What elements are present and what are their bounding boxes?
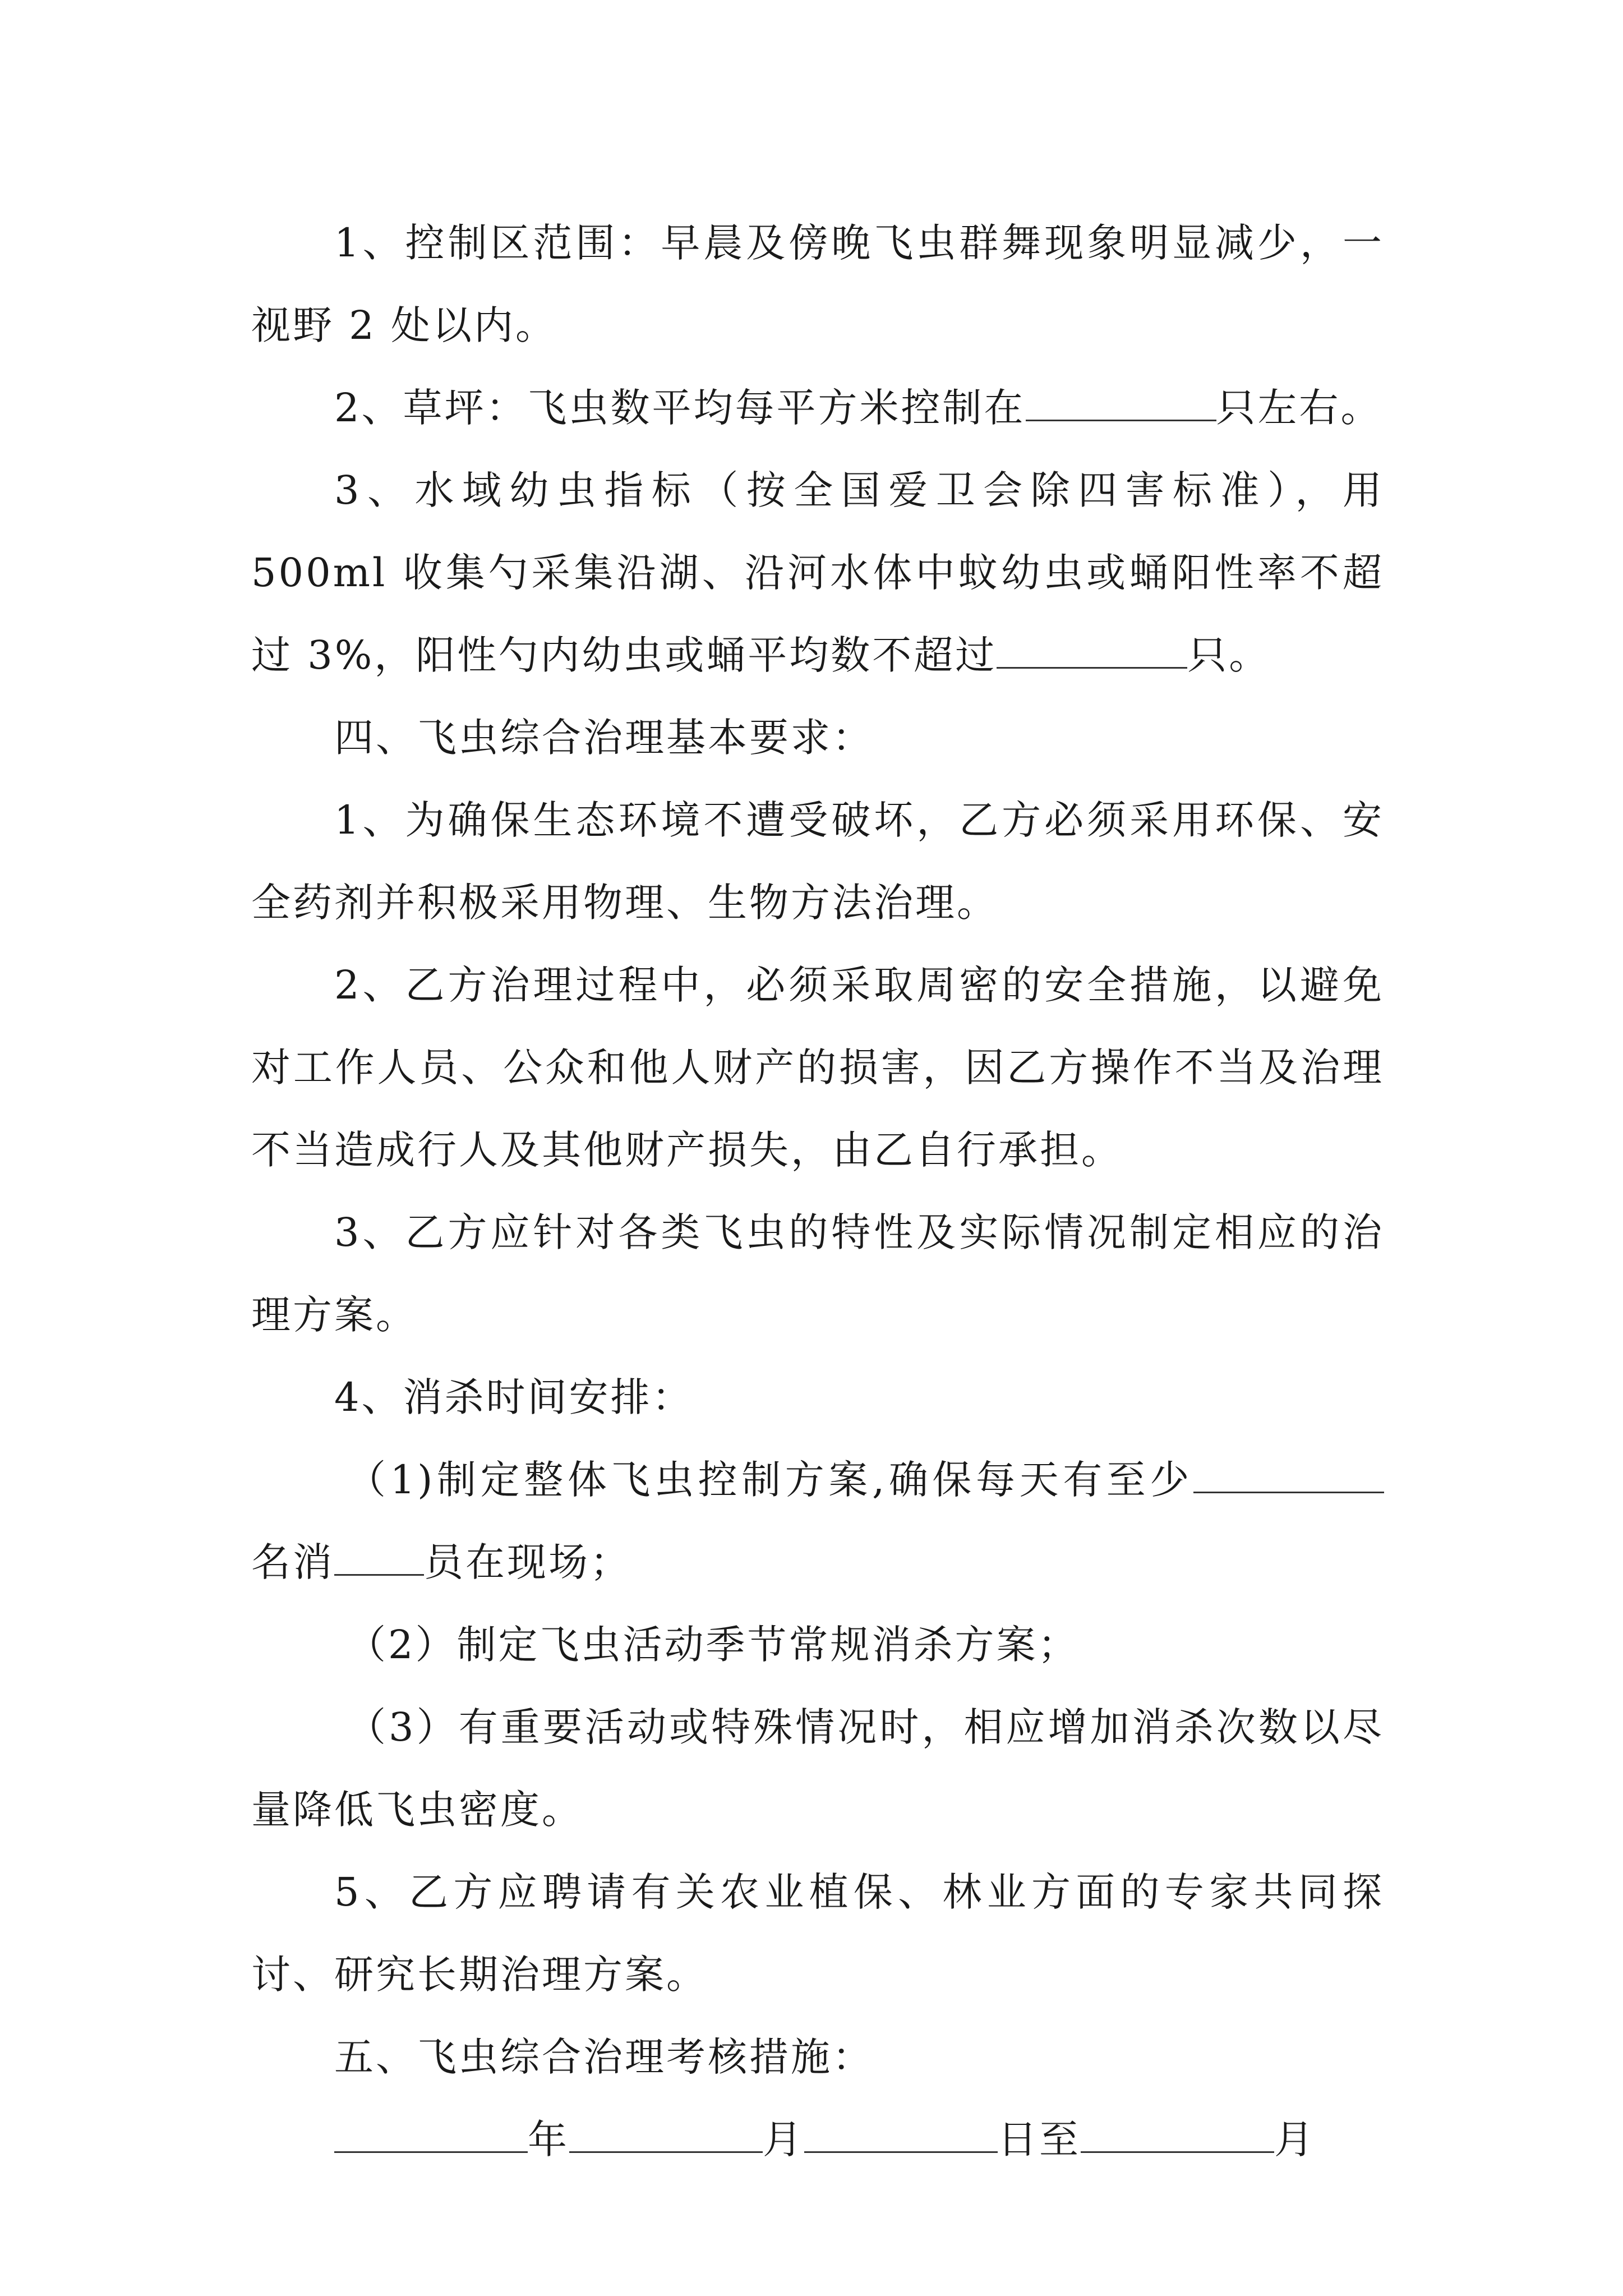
paragraph-water-larvae <box>251 449 1384 697</box>
blank-field[interactable] <box>997 633 1187 669</box>
paragraph-4-4-1 <box>251 1439 1384 1604</box>
section-heading-text: 五、飞虫综合治理考核措施： <box>334 2034 874 2080</box>
paragraph-text: 3、水域幼虫指标（按全国爱卫会除四害标准），用 500ml 收集勺采集沿湖、沿河水体中蚊幼虫或蛹阳性率不超过 3%，阳性勺内幼虫或蛹平均数不超过 <box>251 467 1384 678</box>
paragraph-text: （2）制定飞虫活动季节常规消杀方案； <box>347 1622 1080 1668</box>
day-blank-field[interactable] <box>804 2118 998 2153</box>
paragraph-text: 5、乙方应聘请有关农业植保、林业方面的专家共同探讨、研究长期治理方案。 <box>251 1869 1384 1998</box>
blank-field[interactable] <box>1193 1458 1384 1493</box>
paragraph-text: 名消 <box>251 1539 334 1585</box>
paragraph-text: 1、控制区范围：早晨及傍晚飞虫群舞现象明显减少，一视野 2 处以内。 <box>251 220 1384 348</box>
year-label: 年 <box>528 2116 569 2162</box>
paragraph-text: 只左右。 <box>1216 385 1382 431</box>
paragraph-lawn <box>251 367 1384 449</box>
paragraph-4-4-3 <box>251 1686 1384 1851</box>
paragraph-text: 2、草坪：飞虫数平均每平方米控制在 <box>334 385 1026 431</box>
paragraph-text: 1、为确保生态环境不遭受破坏，乙方必须采用环保、安全药剂并积极采用物理、生物方法治理。 <box>251 797 1384 926</box>
section-heading-text: 四、飞虫综合治理基本要求： <box>334 715 874 761</box>
paragraph-4-4 <box>251 1356 1384 1439</box>
paragraph-text: （3）有重要活动或特殊情况时，相应增加消杀次数以尽量降低飞虫密度。 <box>251 1704 1384 1833</box>
blank-field[interactable] <box>334 1540 424 1576</box>
paragraph-control-area <box>251 202 1384 367</box>
section-heading-5 <box>251 2016 1384 2099</box>
blank-field[interactable] <box>1026 386 1216 421</box>
paragraph-text: 3、乙方应针对各类飞虫的特性及实际情况制定相应的治理方案。 <box>251 1209 1384 1338</box>
end-month-blank-field[interactable] <box>1081 2118 1274 2153</box>
day-to-label: 日至 <box>998 2116 1081 2162</box>
end-month-label: 月 <box>1274 2116 1316 2162</box>
paragraph-text: 只。 <box>1187 632 1271 678</box>
document-body <box>251 202 1384 2181</box>
paragraph-text: 2、乙方治理过程中，必须采取周密的安全措施，以避免对工作人员、公众和他人财产的损害，因乙方操作不当及治理不当造成行人及其他财产损失，由乙自行承担。 <box>251 962 1384 1173</box>
paragraph-4-2 <box>251 944 1384 1191</box>
paragraph-text: 4、消杀时间安排： <box>334 1374 694 1420</box>
paragraph-4-1 <box>251 779 1384 944</box>
date-range-line <box>251 2099 1384 2181</box>
section-heading-4 <box>251 697 1384 779</box>
paragraph-text: 员在现场； <box>424 1539 631 1585</box>
month-blank-field[interactable] <box>569 2118 763 2153</box>
paragraph-4-3 <box>251 1191 1384 1356</box>
paragraph-text: （1)制定整体飞虫控制方案,确保每天有至少 <box>347 1457 1193 1503</box>
year-blank-field[interactable] <box>334 2118 528 2153</box>
paragraph-4-5 <box>251 1851 1384 2016</box>
paragraph-4-4-2 <box>251 1604 1384 1686</box>
month-label: 月 <box>763 2116 804 2162</box>
